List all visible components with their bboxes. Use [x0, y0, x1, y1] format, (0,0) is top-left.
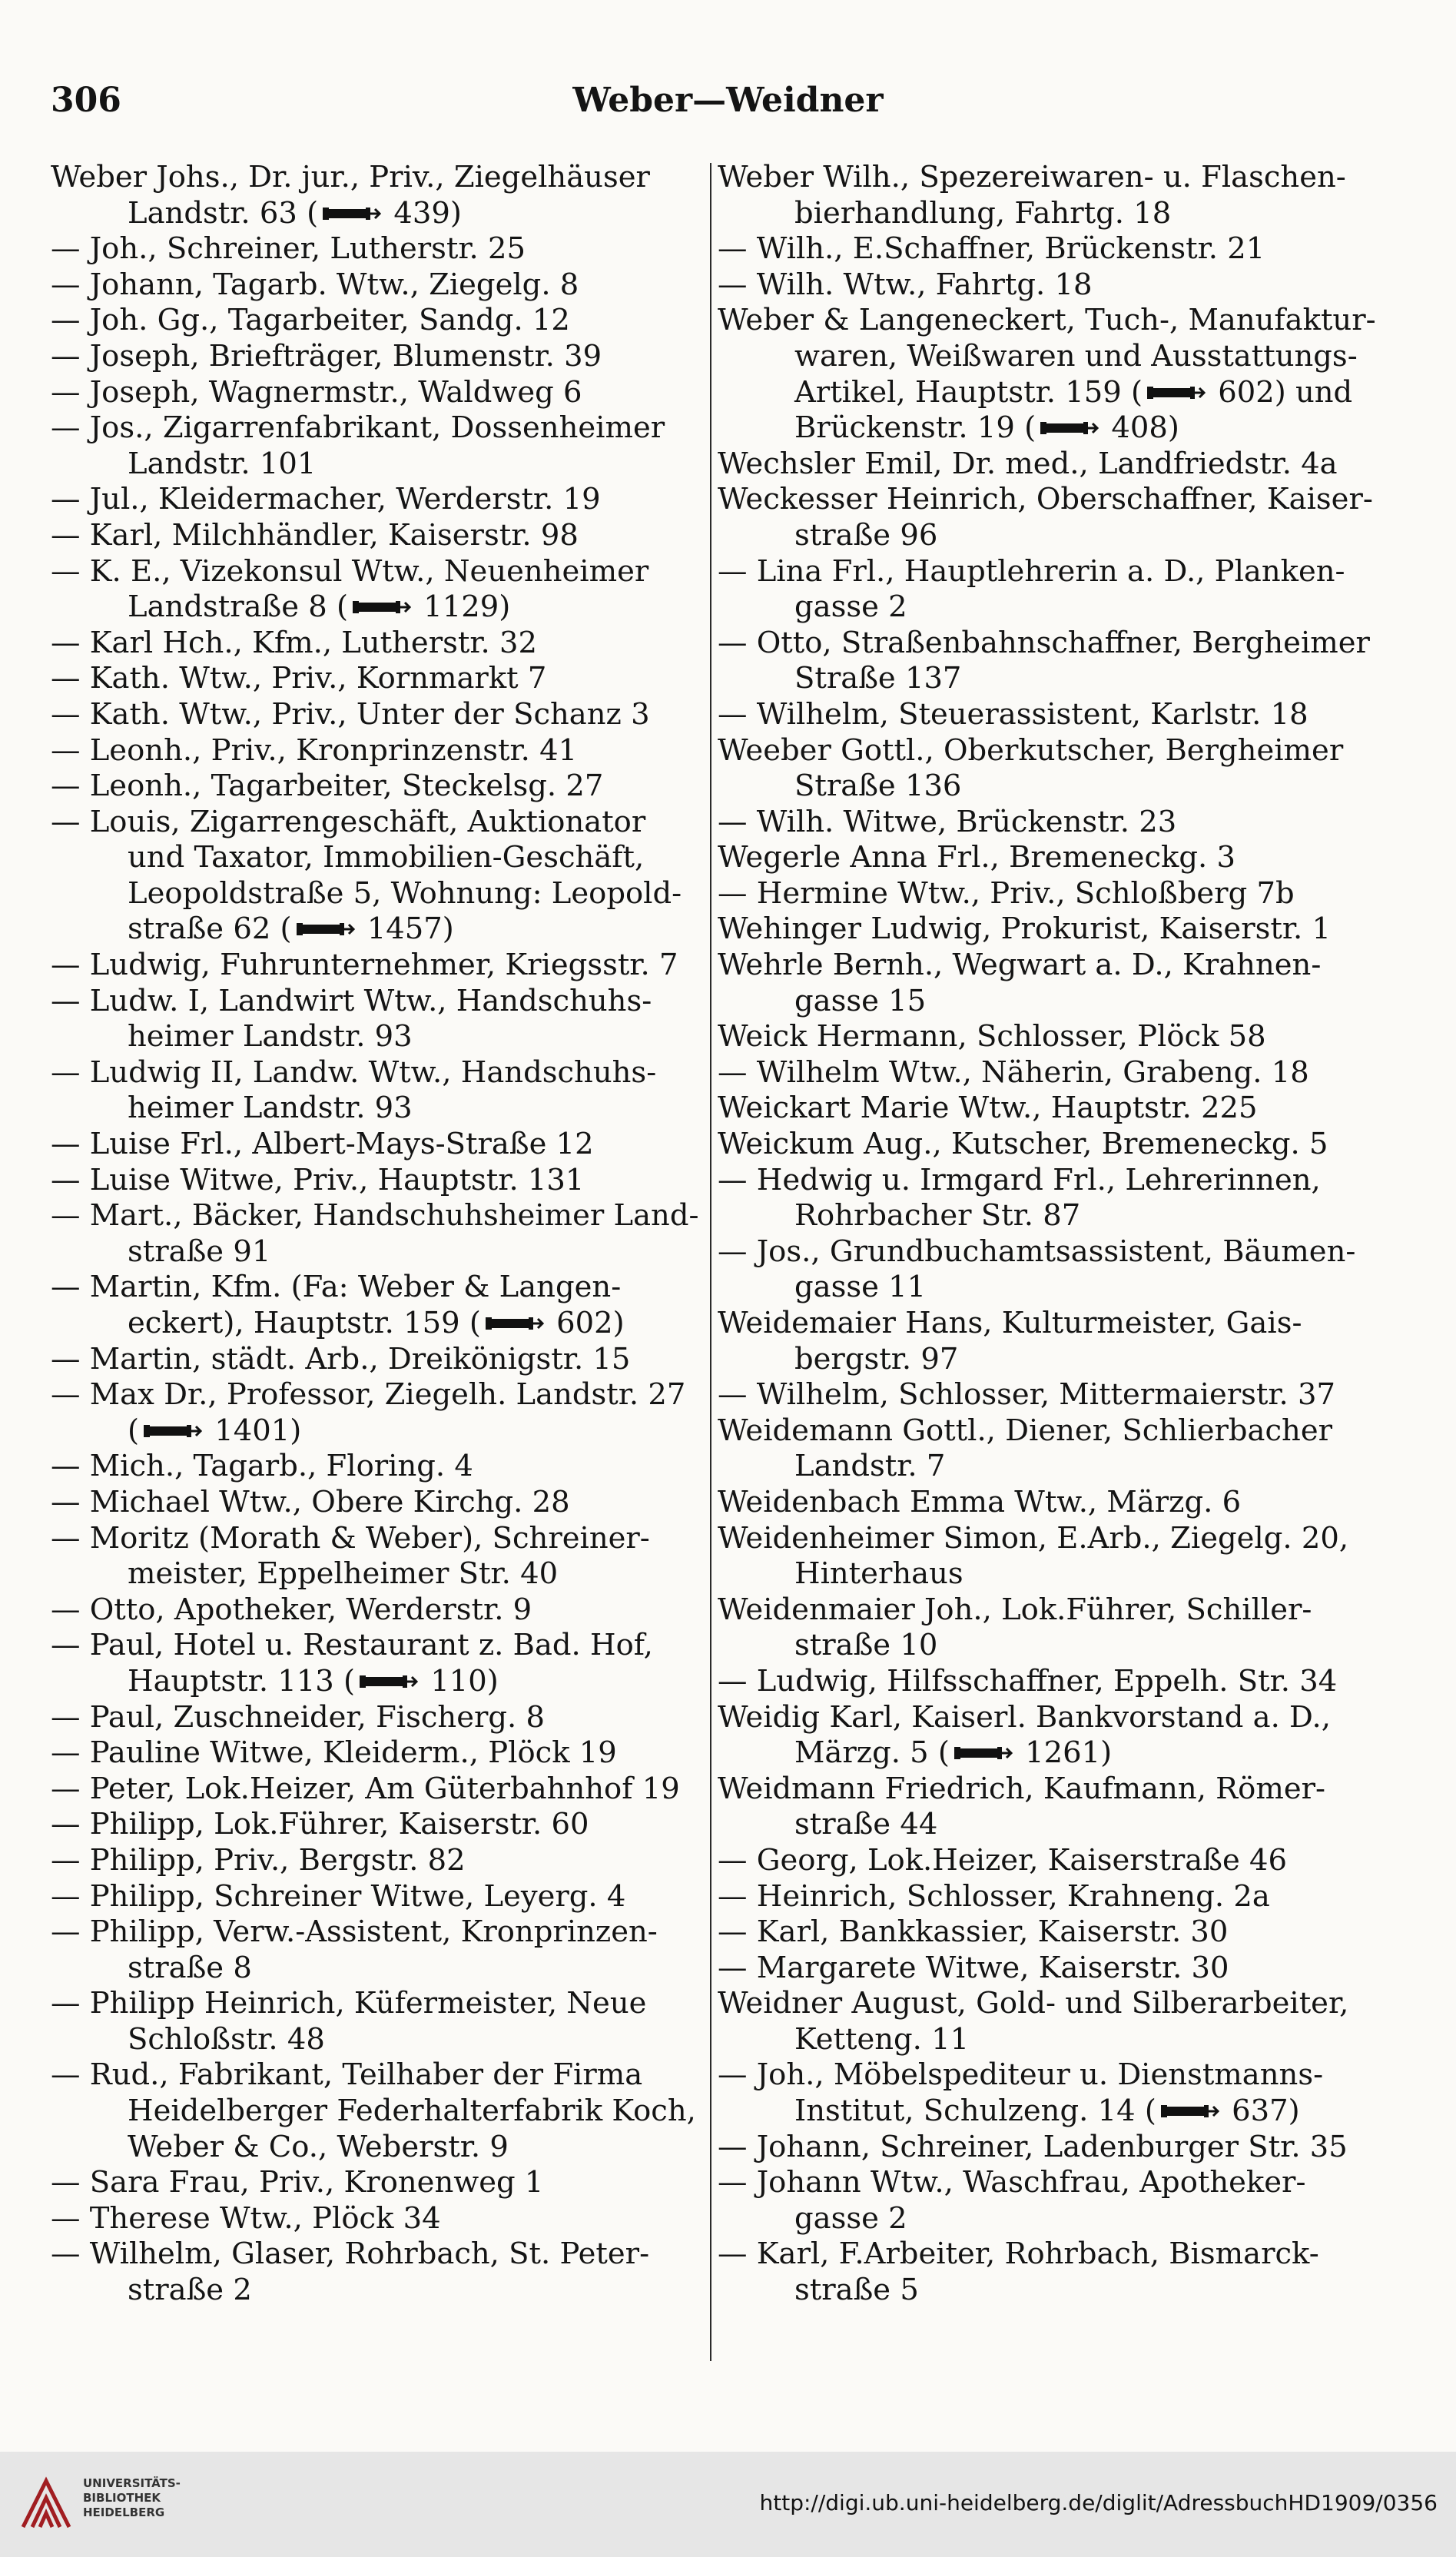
directory-entry	[51, 339, 705, 375]
directory-entry	[718, 1879, 1371, 1915]
directory-entry	[51, 1735, 705, 1772]
entry-continuation-line: und Taxator, Immobilien-Geschäft,	[128, 840, 645, 875]
entry-name-line: Weber & Langeneckert, Tuch-, Manufaktur-	[718, 303, 1376, 338]
entry-continuation-line: heimer Landstr. 93	[128, 1091, 413, 1126]
entry-name-line: — Mich., Tagarb., Floring. 4	[51, 1449, 473, 1484]
entry-continuation-line: gasse 2	[794, 589, 907, 625]
entry-name-line: — Wilh. Wtw., Fahrtg. 18	[718, 267, 1093, 302]
directory-entry	[718, 1592, 1371, 1664]
entry-name-line: — K. E., Vizekonsul Wtw., Neuenheimer	[51, 553, 649, 589]
entry-name-line: Weidemaier Hans, Kulturmeister, Gais-	[718, 1306, 1302, 1340]
entry-continuation-line: Landstraße 8 ( 1129)	[128, 589, 511, 625]
directory-entry	[51, 1914, 705, 1986]
entry-continuation-line: Märzg. 5 ( 1261)	[794, 1735, 1113, 1771]
right-column	[718, 160, 1376, 2309]
entry-name-line: — Joseph, Briefträger, Blumenstr. 39	[51, 338, 602, 374]
directory-entry	[51, 805, 705, 948]
entry-continuation-line: Institut, Schulzeng. 14 ( 637)	[794, 2094, 1300, 2129]
directory-entry	[718, 447, 1371, 483]
directory-entry	[51, 1127, 705, 1163]
entry-name-line: Weber Johs., Dr. jur., Priv., Ziegelhäuser	[51, 160, 650, 194]
directory-entry	[718, 840, 1371, 876]
library-name	[83, 2476, 181, 2520]
telephone-icon	[321, 203, 381, 224]
telephone-icon	[484, 1313, 544, 1334]
entry-continuation-line: straße 62 ( 1457)	[128, 912, 454, 947]
entry-name-line: Weidemann Gottl., Diener, Schlierbacher	[718, 1413, 1333, 1448]
directory-entry	[51, 1986, 705, 2057]
entry-name-line: — Ludwig, Hilfsschaffner, Eppelh. Str. 34	[718, 1663, 1338, 1699]
entry-name-line: — Hermine Wtw., Priv., Schloßberg 7b	[718, 875, 1295, 911]
entry-continuation-line: straße 8	[128, 1950, 252, 1985]
entry-name-line: — Johann, Schreiner, Ladenburger Str. 35	[718, 2129, 1348, 2164]
entry-name-line: Weickart Marie Wtw., Hauptstr. 225	[718, 1091, 1258, 1126]
directory-entry	[718, 1951, 1371, 1987]
entry-continuation-line: waren, Weißwaren und Ausstattungs-	[794, 338, 1358, 374]
entry-name-line: — Sara Frau, Priv., Kronenweg 1	[51, 2165, 544, 2200]
entry-name-line: Weickum Aug., Kutscher, Bremeneckg. 5	[718, 1127, 1328, 1162]
directory-entry	[718, 1163, 1371, 1234]
directory-entry	[51, 1377, 705, 1449]
entry-continuation-line: Artikel, Hauptstr. 159 ( 602) und	[794, 374, 1353, 410]
entry-name-line: — Michael Wtw., Obere Kirchg. 28	[51, 1484, 570, 1519]
entry-name-line: Wehinger Ludwig, Prokurist, Kaiserstr. 1	[718, 912, 1331, 947]
entry-name-line: — Heinrich, Schlosser, Krahneng. 2a	[718, 1878, 1270, 1914]
directory-entry	[718, 697, 1371, 733]
entry-name-line: — Philipp, Lok.Führer, Kaiserstr. 60	[51, 1807, 589, 1842]
entry-name-line: — Jos., Zigarrenfabrikant, Dossenheimer	[51, 410, 665, 446]
directory-entry	[51, 1592, 705, 1629]
directory-entry	[51, 1055, 705, 1127]
entry-name-line: — Max Dr., Professor, Ziegelh. Landstr. 27	[51, 1377, 686, 1413]
entry-name-line: — Johann Wtw., Waschfrau, Apotheker-	[718, 2165, 1306, 2200]
directory-entry	[718, 912, 1371, 948]
entry-name-line: Weidmann Friedrich, Kaufmann, Römer-	[718, 1771, 1326, 1806]
entry-name-line: — Louis, Zigarrengeschäft, Auktionator	[51, 804, 646, 839]
directory-entry	[51, 1879, 705, 1915]
entry-name-line: — Georg, Lok.Heizer, Kaiserstraße 46	[718, 1842, 1287, 1878]
telephone-icon	[358, 1671, 418, 1692]
entry-name-line: — Margarete Witwe, Kaiserstr. 30	[718, 1950, 1229, 1985]
entry-name-line: — Paul, Hotel u. Restaurant z. Bad. Hof,	[51, 1628, 653, 1663]
entry-name-line: — Wilhelm Wtw., Näherin, Grabeng. 18	[718, 1054, 1309, 1090]
entry-continuation-line: Hauptstr. 113 ( 110)	[128, 1663, 499, 1699]
entry-name-line: — Kath. Wtw., Priv., Kornmarkt 7	[51, 661, 547, 696]
directory-entry	[718, 303, 1376, 446]
entry-continuation-line: straße 2	[128, 2273, 252, 2308]
entry-name-line: Wechsler Emil, Dr. med., Landfriedstr. 4a	[718, 446, 1338, 481]
directory-entry	[51, 2201, 705, 2237]
entry-name-line: — Wilh. Witwe, Brückenstr. 23	[718, 804, 1177, 839]
directory-entry	[718, 876, 1371, 912]
page-title: Weber—Weidner	[572, 81, 884, 120]
directory-entry	[51, 375, 705, 411]
directory-entry	[51, 410, 705, 482]
directory-entry	[718, 2165, 1371, 2237]
page-number: 306	[51, 81, 121, 120]
entry-name-line: Weidenmaier Joh., Lok.Führer, Schiller-	[718, 1592, 1312, 1627]
column-divider	[710, 163, 711, 2361]
directory-entry	[51, 1485, 705, 1521]
entry-continuation-line: ( 1401)	[128, 1413, 302, 1448]
entry-continuation-line: Landstr. 7	[794, 1449, 946, 1484]
directory-entry	[718, 482, 1371, 553]
entry-name-line: Weidig Karl, Kaiserl. Bankvorstand a. D.,	[718, 1699, 1332, 1735]
directory-entry	[51, 2237, 705, 2308]
entry-name-line: — Karl, Bankkassier, Kaiserstr. 30	[718, 1914, 1229, 1950]
entry-name-line: — Philipp, Priv., Bergstr. 82	[51, 1842, 466, 1878]
directory-entry	[718, 1234, 1371, 1306]
directory-entry	[51, 1270, 705, 1341]
directory-entry	[718, 1772, 1371, 1843]
entry-name-line: — Luise Frl., Albert-Mays-Straße 12	[51, 1127, 594, 1162]
source-url[interactable]: http://digi.ub.uni-heidelberg.de/diglit/AdressbuchHD1909/0356	[759, 2490, 1438, 2515]
directory-entry	[718, 1986, 1371, 2057]
entry-name-line: — Jos., Grundbuchamtsassistent, Bäumen-	[718, 1234, 1356, 1269]
entry-name-line: — Therese Wtw., Plöck 34	[51, 2200, 441, 2236]
directory-entry	[718, 1377, 1371, 1413]
entry-name-line: — Luise Witwe, Priv., Hauptstr. 131	[51, 1162, 585, 1197]
entry-name-line: — Wilh., E.Schaffner, Brückenstr. 21	[718, 231, 1265, 267]
directory-entry	[51, 303, 705, 339]
library-name-line: UNIVERSITÄTS-	[83, 2476, 181, 2490]
directory-entry	[718, 231, 1371, 267]
directory-entry	[718, 1055, 1371, 1091]
entry-continuation-line: Leopoldstraße 5, Wohnung: Leopold-	[128, 875, 682, 911]
entry-continuation-line: eckert), Hauptstr. 159 ( 602)	[128, 1306, 625, 1340]
library-name-line: BIBLIOTHEK	[83, 2491, 161, 2505]
entry-name-line: Weidenheimer Simon, E.Arb., Ziegelg. 20,	[718, 1520, 1349, 1556]
entry-name-line: — Wilhelm, Schlosser, Mittermaierstr. 37	[718, 1377, 1336, 1413]
entry-name-line: — Karl Hch., Kfm., Lutherstr. 32	[51, 625, 537, 660]
entry-continuation-line: gasse 15	[794, 983, 927, 1018]
directory-entry	[718, 1843, 1371, 1879]
directory-entry	[718, 554, 1371, 626]
directory-entry	[51, 984, 705, 1055]
entry-name-line: — Jul., Kleidermacher, Werderstr. 19	[51, 482, 601, 517]
entry-continuation-line: Straße 136	[794, 769, 962, 804]
entry-name-line: — Ludwig, Fuhrunternehmer, Kriegsstr. 7	[51, 948, 678, 983]
directory-entry	[51, 482, 705, 518]
directory-entry	[718, 1019, 1371, 1055]
entry-name-line: — Leonh., Priv., Kronprinzenstr. 41	[51, 732, 578, 768]
library-logo-icon	[15, 2473, 77, 2535]
entry-name-line: Weidner August, Gold- und Silberarbeiter,	[718, 1986, 1349, 2021]
directory-entry	[51, 267, 705, 304]
entry-name-line: — Mart., Bäcker, Handschuhsheimer Land-	[51, 1198, 699, 1234]
entry-name-line: Weeber Gottl., Oberkutscher, Bergheimer	[718, 732, 1344, 768]
entry-name-line: — Johann, Tagarb. Wtw., Ziegelg. 8	[51, 267, 579, 302]
entry-name-line: — Philipp, Schreiner Witwe, Leyerg. 4	[51, 1878, 626, 1914]
directory-entry	[718, 267, 1371, 304]
directory-entry	[51, 1700, 705, 1736]
library-name-line: HEIDELBERG	[83, 2506, 165, 2519]
entry-continuation-line: Schloßstr. 48	[128, 2021, 325, 2057]
entry-continuation-line: gasse 2	[794, 2200, 907, 2236]
directory-entry	[718, 1485, 1371, 1521]
directory-entry	[51, 733, 705, 769]
entry-continuation-line: straße 10	[794, 1628, 938, 1663]
telephone-icon	[1039, 417, 1099, 439]
entry-continuation-line: bierhandlung, Fahrtg. 18	[794, 195, 1172, 231]
directory-entry	[718, 948, 1371, 1019]
entry-continuation-line: Straße 137	[794, 661, 962, 696]
directory-entry	[51, 518, 705, 554]
entry-name-line: — Paul, Zuschneider, Fischerg. 8	[51, 1699, 546, 1735]
directory-entry	[718, 2130, 1371, 2166]
entry-continuation-line: Landstr. 101	[128, 446, 317, 481]
telephone-icon	[351, 596, 411, 618]
telephone-icon	[1146, 382, 1206, 403]
entry-continuation-line: straße 44	[794, 1807, 938, 1842]
entry-name-line: — Philipp, Verw.-Assistent, Kronprinzen-	[51, 1914, 658, 1950]
directory-entry	[51, 1628, 705, 1699]
directory-entry	[51, 626, 705, 662]
entry-name-line: Weckesser Heinrich, Oberschaffner, Kaiser-	[718, 482, 1373, 517]
entry-name-line: — Wilhelm, Glaser, Rohrbach, St. Peter-	[51, 2237, 650, 2272]
directory-entry	[51, 554, 705, 626]
entry-name-line: — Ludw. I, Landwirt Wtw., Handschuhs-	[51, 983, 652, 1018]
telephone-icon	[953, 1742, 1013, 1764]
entry-continuation-line: Hinterhaus	[794, 1556, 963, 1592]
entry-continuation-line: bergstr. 97	[794, 1341, 959, 1376]
entry-name-line: — Ludwig II, Landw. Wtw., Handschuhs-	[51, 1054, 657, 1090]
entry-continuation-line: Rohrbacher Str. 87	[794, 1198, 1081, 1234]
entry-continuation-line: Landstr. 63 ( 439)	[128, 195, 462, 231]
directory-entry	[51, 1198, 705, 1270]
entry-name-line: — Martin, Kfm. (Fa: Weber & Langen-	[51, 1270, 622, 1305]
directory-entry	[718, 2237, 1371, 2308]
telephone-icon	[142, 1420, 202, 1442]
directory-entry	[51, 2057, 705, 2165]
directory-entry	[718, 733, 1371, 805]
entry-name-line: — Joseph, Wagnermstr., Waldweg 6	[51, 374, 582, 410]
entry-continuation-line: gasse 11	[794, 1270, 927, 1305]
entry-continuation-line: heimer Landstr. 93	[128, 1019, 413, 1054]
entry-name-line: — Hedwig u. Irmgard Frl., Lehrerinnen,	[718, 1162, 1321, 1197]
directory-entry	[51, 1772, 705, 1808]
entry-continuation-line: Heidelberger Federhalterfabrik Koch,	[128, 2094, 696, 2129]
entry-name-line: — Martin, städt. Arb., Dreikönigstr. 15	[51, 1341, 631, 1376]
directory-entry	[718, 1521, 1371, 1592]
directory-entry	[718, 2057, 1371, 2129]
entry-name-line: Wehrle Bernh., Wegwart a. D., Krahnen-	[718, 948, 1322, 983]
entry-continuation-line: Weber & Co., Weberstr. 9	[128, 2129, 509, 2164]
directory-entry	[718, 1127, 1371, 1163]
directory-entry	[51, 1521, 705, 1592]
entry-name-line: — Lina Frl., Hauptlehrerin a. D., Planken-	[718, 553, 1345, 589]
directory-entry	[718, 626, 1371, 697]
entry-name-line: — Karl, F.Arbeiter, Rohrbach, Bismarck-	[718, 2237, 1319, 2272]
directory-entry	[51, 661, 705, 697]
directory-entry	[51, 1163, 705, 1199]
entry-name-line: — Rud., Fabrikant, Teilhaber der Firma	[51, 2057, 643, 2093]
entry-continuation-line: straße 96	[794, 517, 938, 553]
directory-entry	[718, 160, 1371, 231]
entry-name-line: — Otto, Straßenbahnschaffner, Bergheimer	[718, 625, 1370, 660]
telephone-icon	[295, 918, 355, 940]
entry-name-line: Weidenbach Emma Wtw., Märzg. 6	[718, 1484, 1242, 1519]
directory-entry	[718, 1306, 1371, 1377]
directory-entry	[718, 805, 1371, 841]
directory-entry	[51, 1449, 705, 1485]
directory-entry	[51, 1807, 705, 1843]
directory-entry	[718, 1413, 1371, 1485]
entry-continuation-line: Ketteng. 11	[794, 2021, 970, 2057]
entry-continuation-line: Brückenstr. 19 ( 408)	[794, 410, 1179, 446]
entry-name-line: Wegerle Anna Frl., Bremeneckg. 3	[718, 840, 1235, 875]
entry-name-line: — Joh. Gg., Tagarbeiter, Sandg. 12	[51, 303, 570, 338]
entry-name-line: — Leonh., Tagarbeiter, Steckelsg. 27	[51, 769, 604, 804]
directory-entry	[718, 1914, 1371, 1951]
directory-entry	[718, 1700, 1371, 1772]
entry-name-line: — Pauline Witwe, Kleiderm., Plöck 19	[51, 1735, 617, 1771]
entry-continuation-line: meister, Eppelheimer Str. 40	[128, 1556, 559, 1592]
entry-name-line: — Philipp Heinrich, Küfermeister, Neue	[51, 1986, 647, 2021]
entry-name-line: — Joh., Möbelspediteur u. Dienstmanns-	[718, 2057, 1324, 2093]
directory-entry	[51, 697, 705, 733]
entry-name-line: — Kath. Wtw., Priv., Unter der Schanz 3	[51, 696, 650, 732]
directory-entry	[718, 1664, 1371, 1700]
entry-name-line: — Joh., Schreiner, Lutherstr. 25	[51, 231, 526, 267]
entry-continuation-line: straße 91	[128, 1234, 271, 1269]
entry-name-line: Weick Hermann, Schlosser, Plöck 58	[718, 1019, 1266, 1054]
entry-name-line: Weber Wilh., Spezereiwaren- u. Flaschen-	[718, 160, 1346, 194]
entry-name-line: — Karl, Milchhändler, Kaiserstr. 98	[51, 517, 579, 553]
directory-entry	[51, 769, 705, 805]
entry-name-line: — Wilhelm, Steuerassistent, Karlstr. 18	[718, 696, 1308, 732]
directory-entry	[51, 1843, 705, 1879]
entry-name-line: — Moritz (Morath & Weber), Schreiner-	[51, 1520, 650, 1556]
directory-entry	[51, 2165, 705, 2201]
directory-entry	[51, 1342, 705, 1378]
directory-entry	[51, 948, 705, 984]
entry-name-line: — Peter, Lok.Heizer, Am Güterbahnhof 19	[51, 1771, 680, 1806]
entry-name-line: — Otto, Apotheker, Werderstr. 9	[51, 1592, 532, 1627]
directory-entry	[51, 160, 705, 231]
left-column	[51, 160, 705, 2309]
entry-continuation-line: straße 5	[794, 2273, 919, 2308]
telephone-icon	[1159, 2100, 1219, 2122]
directory-entry	[51, 231, 705, 267]
directory-entry	[718, 1091, 1371, 1127]
